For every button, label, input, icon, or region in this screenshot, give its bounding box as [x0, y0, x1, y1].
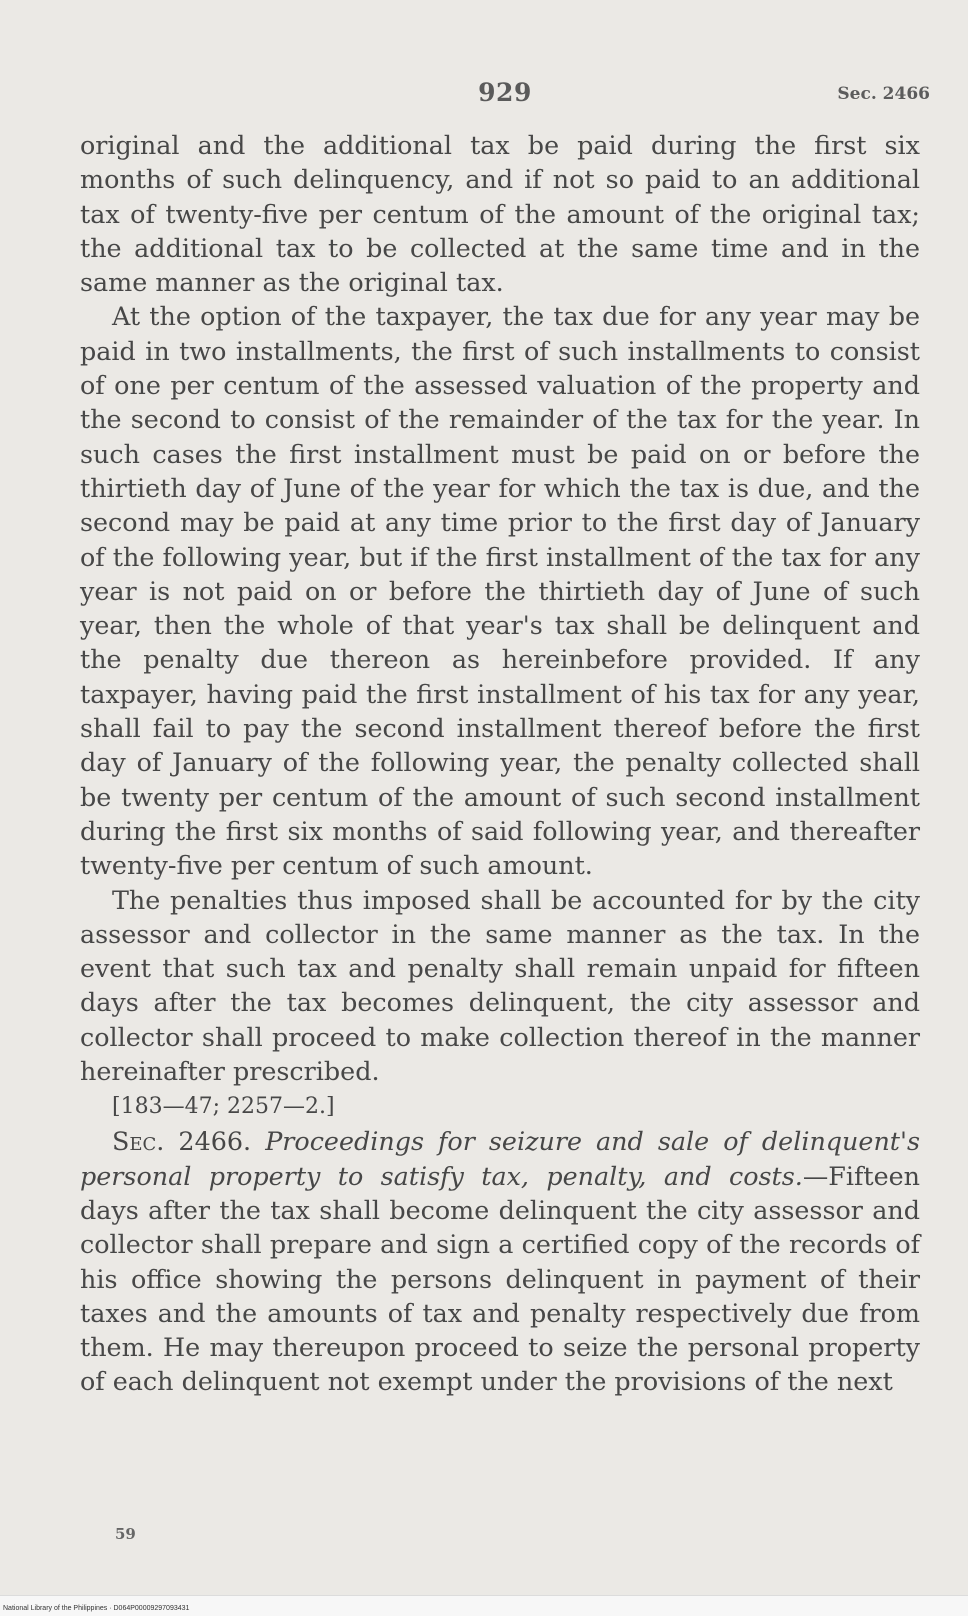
footer-bar	[0, 1595, 968, 1616]
section-text: —Fifteen days after the tax shall become delinquent the city assessor and collector shall prepare and sign a certified copy of the records of his office showing the persons delinquent in payment of their taxes and the amounts of tax and penalty respectively due from them. He may thereupon proceed to seize the personal property of each delinquent not exempt under the provisions of the next	[80, 1160, 920, 1397]
paragraph-continuation: original and the additional tax be paid during the first six months of such delinquency, and if not so paid to an additional tax of twenty-five per centum of the amount of the original tax; the additional tax to be collected at the same time and in the same manner as the original tax.	[80, 130, 920, 298]
paragraph-installments: At the option of the taxpayer, the tax due for any year may be paid in two installments, the first of such installments to consist of one per centum of the assessed valuation of the property and the second to consist of the remainder of the tax for the year. In such cases the first installment must be paid on or before the thirtieth day of June of the year for which the tax is due, and the second may be paid at any time prior to the first day of January of the following year, but if the first installment of the tax for any year is not paid on or before the thirtieth day of June of such year, then the whole of that year's tax shall be delinquent and the penalty due thereon as hereinbefore provided. If any taxpayer, having paid the first installment of his tax for any year, shall fail to pay the second installment thereof before the first day of January of the following year, the penalty collected shall be twenty per centum of the amount of such second installment during the first six months of said following year, and thereafter twenty-five per centum of such amount.	[80, 301, 920, 881]
section-label: Sec. 2466.	[112, 1126, 252, 1157]
printer-signature-mark: 59	[115, 1525, 136, 1543]
section-heading: Proceedings for seizure and sale of delinquent's personal property to satisfy tax, penalty, and costs.	[80, 1126, 921, 1191]
running-section-reference: Sec. 2466	[837, 84, 930, 104]
source-citation: [183—47; 2257—2.]	[112, 1094, 335, 1120]
paragraph-penalties: The penalties thus imposed shall be accounted for by the city assessor and collector in the same manner as the tax. In the event that such tax and penalty shall remain unpaid for fifteen days after the tax becomes delinquent, the city assessor and collector shall proceed to make collection thereof in the manner hereinafter prescribed.	[80, 884, 920, 1087]
page-number: 929	[478, 78, 532, 107]
footer-credit: National Library of the Philippines · D064P00009297093431	[3, 1605, 190, 1612]
section-2466-paragraph	[80, 1124, 920, 1398]
body-text	[80, 128, 920, 1399]
